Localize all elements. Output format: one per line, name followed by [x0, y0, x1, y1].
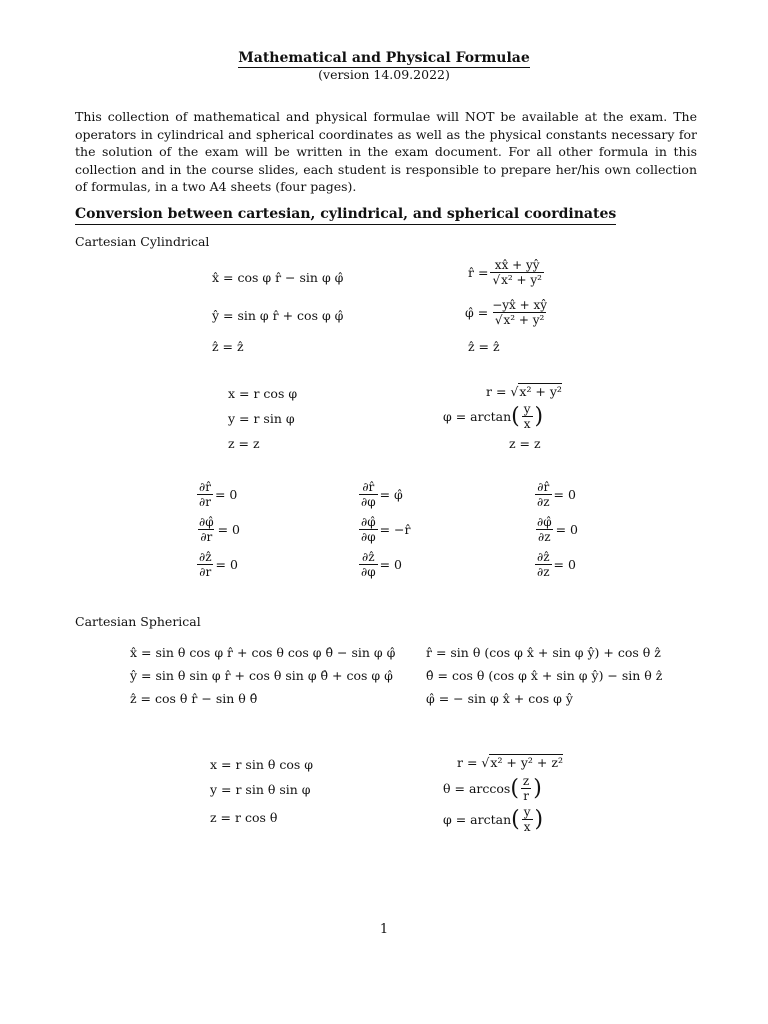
cyl-coord-phi	[443, 402, 543, 431]
sph-coord-phi-lhs: φ = arctan	[443, 812, 512, 827]
paren-open-icon: (	[510, 775, 519, 801]
cyl-unit-z-right: ẑ = ẑ	[468, 339, 500, 354]
sph-coord-phi-num: y	[523, 805, 531, 819]
paren-open-icon: (	[511, 403, 520, 429]
cyl-unit-phi-num: −yx̂ + xŷ	[492, 298, 548, 312]
deriv-frac	[535, 515, 554, 544]
deriv-den: ∂r	[200, 530, 213, 544]
deriv-r-phi	[357, 480, 403, 509]
sph-coord-r: r = √ x² + y² + z²	[457, 754, 563, 770]
sph-unit-y: ŷ = sin θ sin φ r̂ + cos θ sin φ θ̂ + cos φ φ̂	[130, 668, 393, 683]
deriv-rhs: = 0	[553, 557, 576, 572]
deriv-z-z	[533, 550, 576, 579]
sph-coord-r-rad: x² + y² + z²	[490, 755, 563, 770]
deriv-rhs: = 0	[555, 522, 579, 537]
deriv-frac	[197, 550, 214, 579]
deriv-rhs: = −r̂	[379, 522, 411, 537]
cyl-unit-r-frac	[490, 258, 544, 287]
sph-unit-r: r̂ = sin θ (cos φ x̂ + sin φ ŷ) + cos θ ẑ	[426, 645, 661, 660]
deriv-phi-r	[195, 515, 240, 544]
sph-coord-phi-den: x	[523, 820, 531, 834]
cyl-coord-y: y = r sin φ	[228, 411, 295, 426]
deriv-phi-phi	[357, 515, 411, 544]
deriv-den: ∂r	[199, 495, 211, 509]
paren-close-icon: )	[534, 806, 544, 832]
deriv-frac	[535, 550, 552, 579]
cyl-unit-phi-frac	[490, 298, 549, 327]
sph-coord-x: x = r sin θ cos φ	[210, 757, 314, 772]
cyl-unit-r-den-rad: x² + y²	[501, 273, 542, 287]
cyl-unit-phi-den-rad: x² + y²	[503, 313, 545, 327]
deriv-den: ∂φ	[361, 565, 376, 579]
deriv-den: ∂φ	[361, 530, 376, 544]
deriv-frac	[359, 550, 378, 579]
deriv-num: ∂φ̂	[361, 515, 376, 529]
deriv-num: ∂r̂	[537, 480, 550, 494]
title-text: Mathematical and Physical Formulae	[238, 50, 530, 66]
deriv-z-phi	[357, 550, 402, 579]
deriv-den: ∂z	[538, 530, 551, 544]
sph-coord-theta-frac	[521, 774, 531, 803]
deriv-frac	[535, 480, 552, 509]
deriv-z-r	[195, 550, 238, 579]
paren-close-icon: )	[533, 775, 542, 801]
deriv-r-r	[195, 480, 237, 509]
cyl-unit-z: ẑ = ẑ	[212, 339, 244, 354]
deriv-frac	[197, 515, 216, 544]
page-number: 1	[379, 922, 389, 937]
cyl-coord-z: z = z	[228, 436, 260, 451]
sph-coord-theta-lhs: θ = arccos	[443, 781, 511, 796]
deriv-den: ∂r	[199, 565, 212, 579]
deriv-rhs: = 0	[214, 487, 238, 502]
cyl-unit-r-num: xx̂ + yŷ	[494, 258, 540, 272]
cyl-coord-phi-frac	[522, 402, 533, 431]
cyl-coord-r-lhs: r =	[486, 383, 507, 399]
cyl-unit-r-den: √x² + y²	[492, 273, 542, 287]
cyl-coord-r: r = √ x² + y²	[486, 383, 562, 399]
version-label: (version 14.09.2022)	[318, 67, 450, 82]
cyl-unit-r-eq	[468, 258, 546, 287]
intro-paragraph: This collection of mathematical and physical formulae will NOT be available at the exam. The operators in cylindrical and spherical coordinates as well as the physical constants necessary for the solution of the exam will be written in the exam document. For all other formula in this collection and in the course slides, each student is responsible to prepare her/his own collection of formulas, in a two A4 sheets (four pages).	[75, 109, 697, 194]
sph-unit-x: x̂ = sin θ cos φ r̂ + cos θ cos φ θ̂ − sin φ φ̂	[130, 645, 396, 660]
sph-coord-theta	[443, 774, 542, 803]
deriv-den: ∂z	[537, 565, 550, 579]
cyl-coord-phi-lhs: φ = arctan	[443, 409, 512, 424]
sph-coord-y: y = r sin θ sin φ	[210, 782, 311, 797]
deriv-rhs: = φ̂	[379, 487, 403, 502]
deriv-rhs: = 0	[379, 557, 403, 572]
spherical-label: Cartesian Spherical	[75, 614, 201, 629]
deriv-num: ∂r̂	[362, 480, 375, 494]
cyl-unit-phi-den: √x² + y²	[494, 313, 545, 327]
cyl-unit-r-lhs: r̂ =	[468, 265, 489, 280]
deriv-den: ∂φ	[361, 495, 376, 509]
sph-unit-phi: φ̂ = − sin φ x̂ + cos φ ŷ	[426, 691, 573, 706]
cyl-coord-phi-num: y	[523, 402, 531, 416]
deriv-phi-z	[533, 515, 578, 544]
deriv-frac	[359, 515, 378, 544]
cyl-unit-phi-eq	[465, 298, 551, 327]
deriv-rhs: = 0	[215, 557, 238, 572]
sph-coord-phi-frac	[522, 805, 533, 834]
deriv-num: ∂φ̂	[537, 515, 552, 529]
deriv-num: ∂r̂	[199, 480, 211, 494]
sph-unit-z: ẑ = cos θ r̂ − sin θ θ̂	[130, 691, 258, 706]
deriv-rhs: = 0	[217, 522, 241, 537]
sph-coord-phi	[443, 805, 543, 834]
paren-open-icon: (	[511, 806, 520, 832]
cyl-coord-r-rad: x² + y²	[519, 384, 562, 399]
deriv-r-z	[533, 480, 576, 509]
deriv-num: ∂ẑ	[199, 550, 212, 564]
cyl-coord-z-right: z = z	[509, 436, 541, 451]
sph-coord-theta-num: z	[522, 774, 530, 788]
deriv-den: ∂z	[537, 495, 550, 509]
section-heading: Conversion between cartesian, cylindrical, and spherical coordinates	[75, 206, 616, 225]
sph-unit-theta: θ̂ = cos θ (cos φ x̂ + sin φ ŷ) − sin θ ẑ	[426, 668, 663, 683]
deriv-num: ∂ẑ	[362, 550, 375, 564]
deriv-frac	[197, 480, 213, 509]
cyl-unit-phi-lhs: φ̂ =	[465, 305, 489, 320]
deriv-num: ∂φ̂	[199, 515, 214, 529]
cyl-coord-phi-den: x	[523, 417, 531, 431]
sph-coord-theta-den: r	[523, 789, 529, 803]
sph-coord-z: z = r cos θ	[210, 810, 278, 825]
page-title	[0, 50, 768, 66]
paren-close-icon: )	[534, 403, 544, 429]
deriv-num: ∂ẑ	[537, 550, 550, 564]
cylindrical-label: Cartesian Cylindrical	[75, 234, 210, 249]
cyl-coord-x: x = r cos φ	[228, 386, 298, 401]
sph-coord-r-lhs: r =	[457, 754, 478, 770]
deriv-rhs: = 0	[553, 487, 576, 502]
cyl-unit-x: x̂ = cos φ r̂ − sin φ φ̂	[212, 270, 344, 285]
deriv-frac	[359, 480, 378, 509]
cyl-unit-y: ŷ = sin φ r̂ + cos φ φ̂	[212, 308, 344, 323]
